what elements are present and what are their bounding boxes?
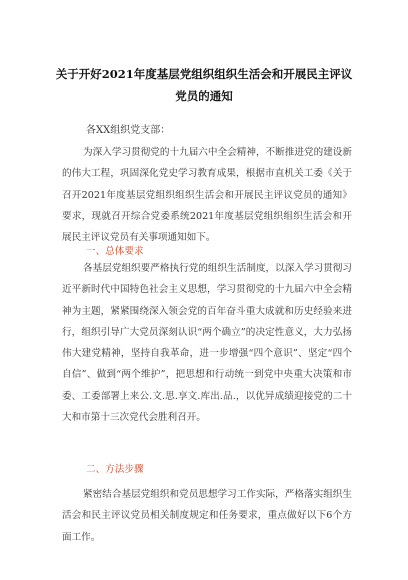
salutation: 各XX组织党支部： (86, 125, 171, 136)
section1-paragraph (62, 258, 352, 428)
title-line-1: 关于开好2021年度基层党组织组织生活会和开展民主评议 (55, 67, 353, 81)
section1-text: 各基层党组织要严格执行党的组织生活制度，以深入学习贯彻习近平新时代中国特色社会主义思想，学习贯彻党的十九届六中全会精神为主题，紧紧围绕深入领会党的百年奋斗重大成就和历史经验来进行，组织引导广大党员深刻认识“两个确立”的决定性意义，大力弘扬伟大建党精神，坚持自我革命，进一步增强“四个意识”、坚定“四个自信”、做到“两个维护”，把思想和行动统一到党中央重大决策和市委、工委部署上来公.文.思.享文.库出.品.，以优异成绩迎接党的二十大和市第十三次党代会胜利召开。 (62, 263, 352, 424)
intro-paragraph (62, 142, 352, 248)
section-heading-methods-steps: 二、方法步骤 (86, 464, 144, 475)
intro-text: 为深入学习贯彻党的十九届六中全会精神，不断推进党的建设新的伟大工程，巩固深化党史学习教育成果，根据市直机关工委《关于召开2021年度基层党组织组织生活会和开展民主评议党员的通知》要求，现就召开综合党委系统2021年度基层党组织组织生活会和开展民主评议党员有关事项通知如下。 (62, 147, 352, 244)
section2-paragraph (62, 484, 352, 548)
notice-title (40, 63, 368, 107)
section2-text: 紧密结合基层党组织和党员思想学习工作实际，严格落实组织生活会和民主评议党员相关制度规定和任务要求，重点做好以下6个方面工作。 (62, 489, 352, 543)
title-line-2: 党员的通知 (175, 89, 233, 103)
section-heading-general-requirements: 一、总体要求 (86, 246, 144, 257)
